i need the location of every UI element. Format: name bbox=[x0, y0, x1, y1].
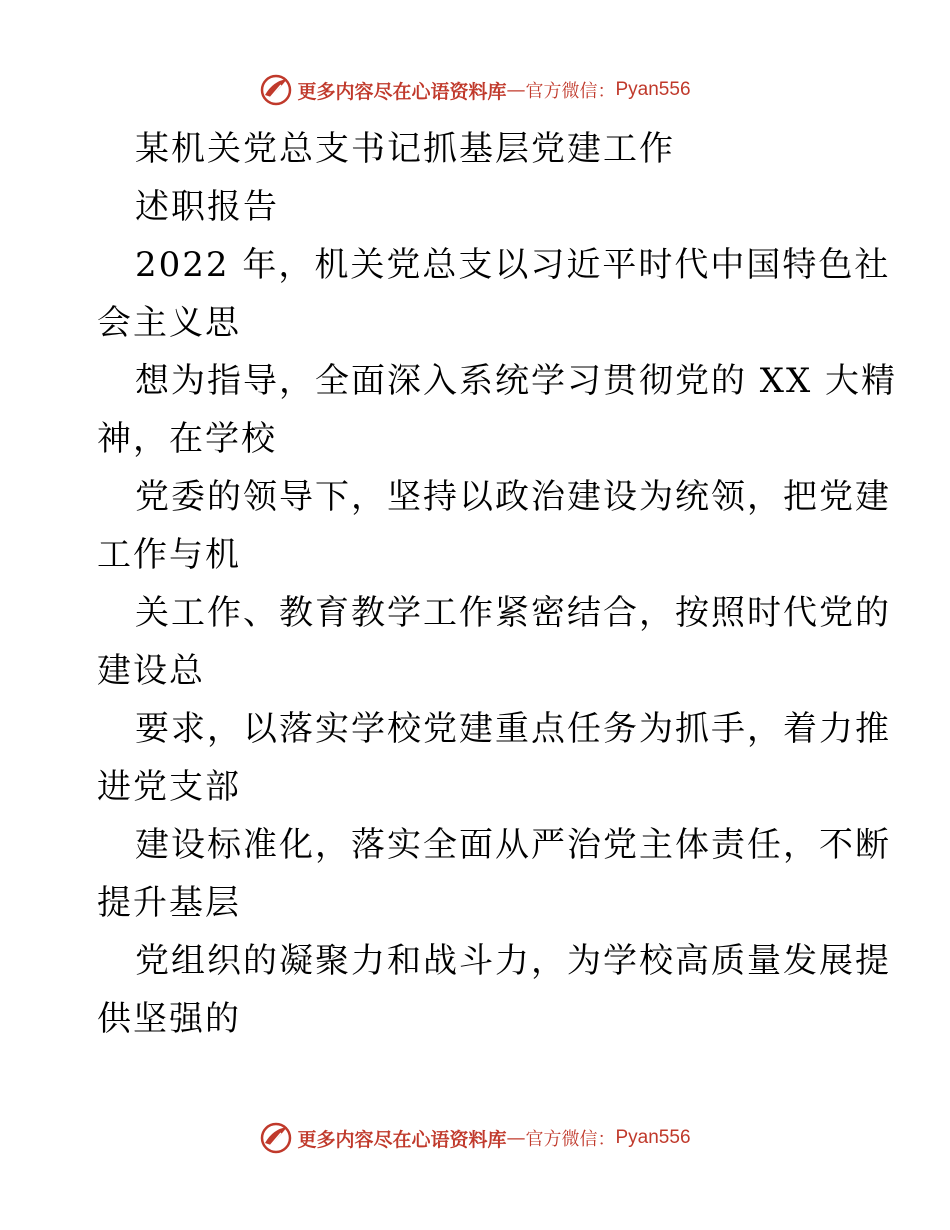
document-title: 某机关党总支书记抓基层党建工作 bbox=[135, 129, 675, 169]
watermark-wechat-label: 官方微信： bbox=[525, 81, 616, 102]
paragraph-line: 2022 年，机关党总支以习近平时代中国特色社 bbox=[135, 245, 891, 285]
paragraph-line: 建设标准化，落实全面从严治党主体责任，不断 bbox=[135, 825, 891, 865]
paragraph-line: 要求，以落实学校党建重点任务为抓手，着力推 bbox=[135, 709, 891, 749]
paragraph-line: 进党支部 bbox=[97, 767, 241, 807]
footer-watermark bbox=[0, 1118, 950, 1158]
watermark-text: 更多内容尽在心语资料库 bbox=[297, 80, 507, 103]
header-watermark bbox=[0, 70, 950, 110]
paragraph-line: 工作与机 bbox=[97, 535, 241, 575]
paragraph-line: 供坚强的 bbox=[97, 999, 241, 1039]
paragraph-line: 党委的领导下，坚持以政治建设为统领，把党建 bbox=[135, 477, 891, 517]
quill-seal-icon bbox=[259, 73, 293, 107]
paragraph-line: 党组织的凝聚力和战斗力，为学校高质量发展提 bbox=[135, 941, 891, 981]
quill-seal-icon bbox=[259, 1121, 293, 1155]
watermark-separator: — bbox=[506, 1127, 526, 1149]
paragraph-line: 建设总 bbox=[97, 651, 205, 691]
paragraph-line: 提升基层 bbox=[97, 883, 241, 923]
paragraph-line: 神，在学校 bbox=[97, 419, 277, 459]
watermark-text: 更多内容尽在心语资料库 bbox=[297, 1128, 507, 1151]
watermark-wechat-id: Pyan556 bbox=[615, 1127, 691, 1148]
watermark-separator: — bbox=[506, 79, 526, 101]
document-subtitle: 述职报告 bbox=[135, 187, 279, 227]
paragraph-line: 会主义思 bbox=[97, 303, 241, 343]
watermark-wechat-label: 官方微信： bbox=[525, 1129, 616, 1150]
document-body bbox=[97, 120, 898, 1048]
paragraph-line: 关工作、教育教学工作紧密结合，按照时代党的 bbox=[135, 593, 891, 633]
watermark-wechat-id: Pyan556 bbox=[615, 79, 691, 100]
paragraph-line: 想为指导，全面深入系统学习贯彻党的 XX 大精 bbox=[135, 361, 898, 401]
